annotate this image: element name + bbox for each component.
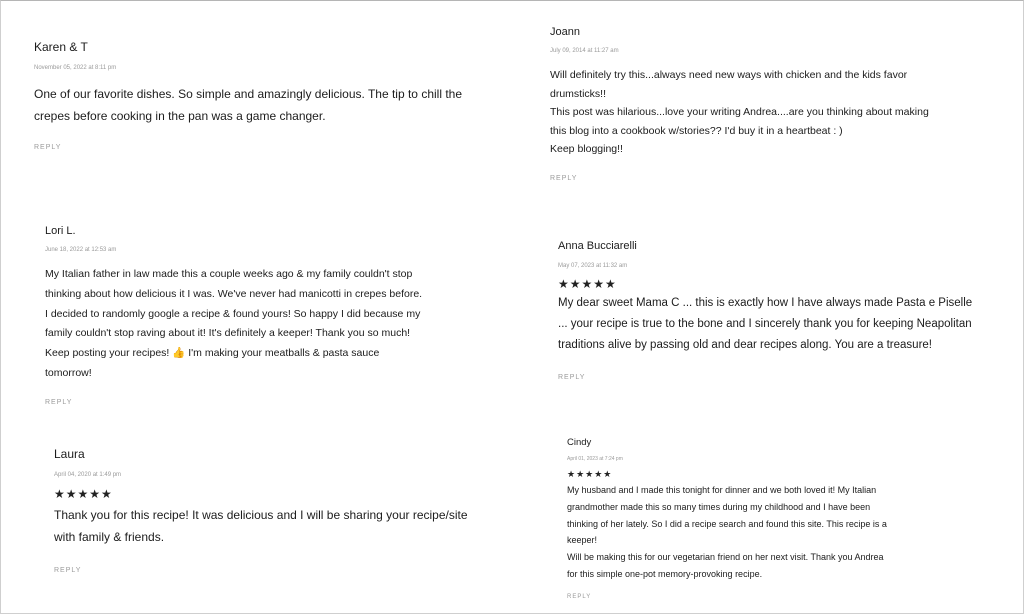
comment-text-line: tomorrow! [45, 366, 92, 379]
comment-body [558, 293, 1008, 356]
comment-date: April 04, 2020 at 1:49 pm [54, 472, 122, 478]
comment-date: May 07, 2023 at 11:32 am [558, 263, 628, 269]
comment-text-line: I decided to randomly google a recipe & found yours! So happy I did because my [45, 307, 421, 320]
comment-author: Laura [54, 447, 85, 461]
reply-link[interactable]: REPLY [567, 593, 592, 600]
comment-text-line: Will definitely try this...always need new ways with chicken and the kids favor [550, 69, 908, 81]
comment-body [550, 66, 990, 159]
comment-text-line: My husband and I made this tonight for dinner and we both loved it! My Italian [567, 485, 877, 495]
reply-link[interactable]: REPLY [558, 374, 586, 381]
comment-body [567, 482, 1007, 583]
comment-text-line: grandmother made this so many times during my childhood and I have been [567, 501, 871, 512]
comment-date: June 18, 2022 at 12:53 am [45, 247, 117, 253]
comment-body [54, 504, 514, 548]
comment-text-line: keeper! [567, 535, 598, 546]
comment-author: Anna Bucciarelli [558, 240, 637, 252]
comment-cindy [567, 437, 1007, 600]
comment-text-line: thinking of her lately. So I did a recipe search and found this site. This recipe is a [567, 518, 887, 529]
reply-link[interactable]: REPLY [45, 398, 73, 406]
star-rating-icon: ★★★★★ [54, 487, 113, 501]
reply-link[interactable]: REPLY [550, 174, 578, 182]
comment-text-line: Keep blogging!! [550, 143, 623, 155]
comment-text-line: ... your recipe is true to the bone and I sincerely thank you for keeping Neapolitan [558, 318, 972, 330]
comment-text-line: traditions alive by passing old and dear recipes along. You are a treasure! [558, 339, 932, 351]
comment-date: April 01, 2023 at 7:24 pm [567, 456, 623, 462]
comment-text-line: This post was hilarious...love your writing Andrea....are you thinking about making [550, 106, 929, 118]
star-rating-icon: ★★★★★ [558, 277, 617, 291]
comment-author: Lori L. [45, 225, 76, 237]
comment-date: July 09, 2014 at 11:27 am [550, 48, 619, 54]
comment-text-line: My dear sweet Mama C ... this is exactly how I have always made Pasta e Piselle [558, 297, 973, 309]
comment-text-line: drumsticks!! [550, 87, 607, 100]
comment-author: Joann [550, 26, 580, 38]
comment-author: Cindy [567, 437, 592, 448]
comment-text-line: crepes before cooking in the pan was a game changer. [34, 109, 326, 123]
comment-laura [54, 447, 514, 574]
reply-link[interactable]: REPLY [34, 144, 62, 151]
comment-text-line: this blog into a cookbook w/stories?? I'd buy it in a heartbeat : ) [550, 124, 843, 137]
comment-text-line: Keep posting your recipes! 👍 I'm making your meatballs & pasta sauce [45, 347, 380, 360]
comment-date: November 05, 2022 at 8:11 pm [34, 65, 117, 71]
comment-text-line: My Italian father in law made this a couple weeks ago & my family couldn't stop [45, 268, 413, 280]
comment-text-line: Will be making this for our vegetarian friend on her next visit. Thank you Andrea [567, 552, 884, 563]
comment-body [45, 265, 495, 384]
comment-text-line: for this simple one-pot memory-provoking recipe. [567, 568, 763, 579]
comment-karen [34, 40, 494, 151]
reply-link[interactable]: REPLY [54, 567, 82, 574]
comment-text-line: Thank you for this recipe! It was delicious and I will be sharing your recipe/site [54, 508, 468, 522]
comment-text-line: with family & friends. [54, 530, 165, 544]
comment-lori [45, 225, 495, 406]
comment-text-line: One of our favorite dishes. So simple and amazingly delicious. The tip to chill the [34, 87, 463, 101]
comment-joann [550, 26, 990, 182]
star-rating-icon: ★★★★★ [567, 469, 613, 479]
comment-author: Karen & T [34, 40, 88, 54]
comment-text-line: family couldn't stop raving about it! It's definitely a keeper! Thank you so much! [45, 327, 411, 340]
comment-anna [558, 240, 1008, 381]
comment-text-line: thinking about how delicious it I was. We've never had manicotti in crepes before. [45, 287, 423, 300]
comment-body [34, 83, 494, 127]
